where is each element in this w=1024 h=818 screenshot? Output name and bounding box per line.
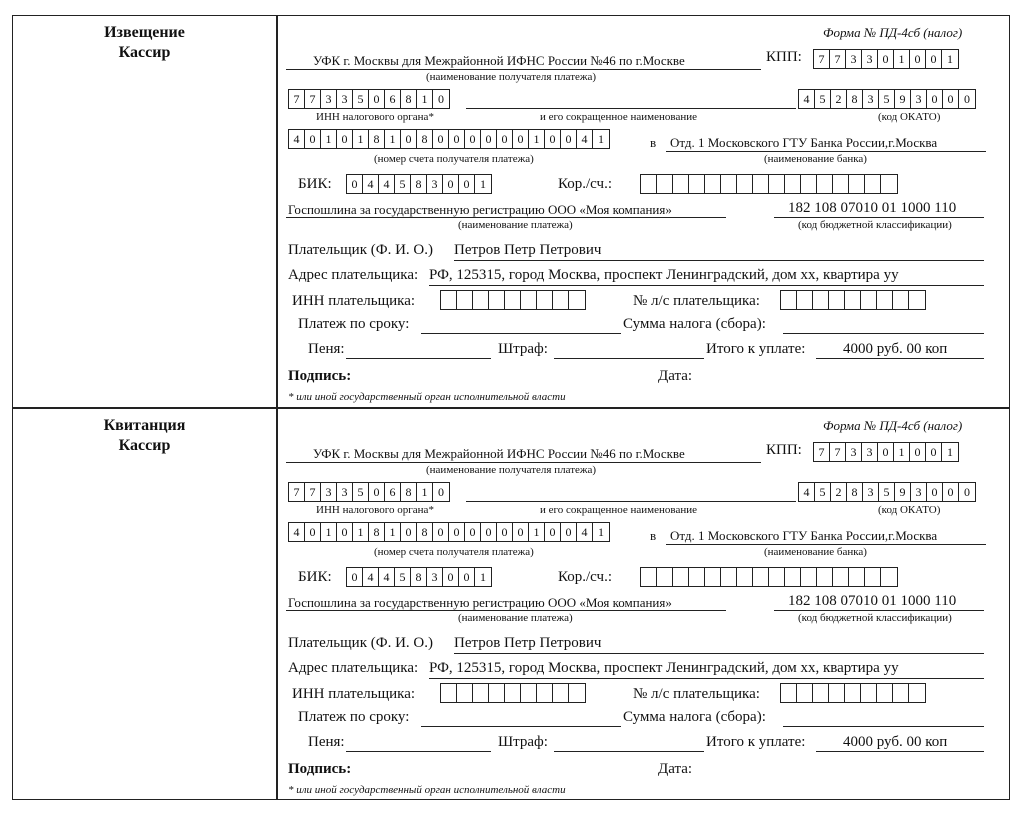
kpp-boxes: 7 7 3 3 0 1 0 0 1 (813, 442, 959, 462)
kbk-value: 182 108 07010 01 1000 110 (788, 593, 957, 609)
recipient-underline (286, 68, 761, 70)
date-label: Дата: (658, 761, 693, 777)
total-underline (816, 750, 984, 752)
notice-form-body (278, 16, 1009, 407)
recipient-underline (286, 461, 761, 463)
address-value: РФ, 125315, город Москва, проспект Ленинградский, дом хх, квартира уу (429, 267, 899, 283)
payment-name: Госпошлина за государственную регистрацию ООО «Моя компания» (288, 595, 672, 610)
section-title: Извещение (104, 24, 185, 41)
bank-underline (666, 543, 986, 545)
kor-boxes[interactable] (640, 567, 898, 587)
kbk-caption: (код бюджетной классификации) (798, 219, 952, 231)
fine-underline[interactable] (554, 357, 704, 359)
date-label: Дата: (658, 368, 693, 384)
total-value: 4000 руб. 00 коп (843, 341, 948, 357)
kbk-underline (774, 216, 984, 218)
short-name-caption: и его сокращенное наименование (540, 504, 697, 516)
kbk-value: 182 108 07010 01 1000 110 (788, 200, 957, 216)
fine-underline[interactable] (554, 750, 704, 752)
bik-boxes: 0 4 4 5 8 3 0 0 1 (346, 567, 492, 587)
tax-sum-label: Сумма налога (сбора): (623, 709, 766, 725)
okato-boxes: 4 5 2 8 3 5 9 3 0 0 0 (798, 89, 976, 109)
payer-inn-boxes[interactable] (440, 290, 586, 310)
payment-underline (286, 609, 726, 611)
recipient-name: УФК г. Москвы для Межрайонной ИФНС России №46 по г.Москве (313, 446, 685, 461)
address-value: РФ, 125315, город Москва, проспект Ленинградский, дом хх, квартира уу (429, 660, 899, 676)
penalty-underline[interactable] (346, 750, 491, 752)
bank-name: Отд. 1 Московского ГТУ Банка России,г.Москва (670, 528, 938, 543)
total-value: 4000 руб. 00 коп (843, 734, 948, 750)
penalty-label: Пеня: (308, 734, 345, 750)
total-label: Итого к уплате: (706, 734, 806, 750)
payer-underline (454, 652, 984, 654)
inn-caption: ИНН налогового органа* (316, 111, 434, 123)
bank-caption: (наименование банка) (764, 153, 867, 165)
account-no-boxes[interactable] (780, 683, 926, 703)
okato-caption: (код ОКАТО) (878, 111, 941, 123)
payer-inn-label: ИНН плательщика: (292, 686, 416, 702)
fine-label: Штраф: (498, 734, 548, 750)
bank-name: Отд. 1 Московского ГТУ Банка России,г.Москва (670, 135, 938, 150)
form-number: Форма № ПД-4сб (налог) (823, 25, 963, 40)
payer-label: Плательщик (Ф. И. О.) (288, 635, 433, 651)
total-underline (816, 357, 984, 359)
short-name-underline (466, 500, 796, 502)
due-label: Платеж по сроку: (298, 709, 410, 725)
kpp-label: КПП: (766, 442, 802, 458)
account-caption: (номер счета получателя платежа) (374, 153, 534, 165)
okato-caption: (код ОКАТО) (878, 504, 941, 516)
tax-sum-underline[interactable] (783, 725, 984, 727)
account-no-boxes[interactable] (780, 290, 926, 310)
footnote: * или иной государственный орган исполнительной власти (288, 391, 566, 403)
in-label: в (650, 528, 657, 543)
form-number: Форма № ПД-4сб (налог) (823, 418, 963, 433)
payment-form (12, 15, 1010, 800)
payment-name: Госпошлина за государственную регистрацию ООО «Моя компания» (288, 202, 672, 217)
payer-inn-label: ИНН плательщика: (292, 293, 416, 309)
inn-boxes: 7 7 3 3 5 0 6 8 1 0 (288, 89, 450, 109)
inn-boxes: 7 7 3 3 5 0 6 8 1 0 (288, 482, 450, 502)
notice-section (13, 16, 1009, 407)
address-label: Адрес плательщика: (288, 267, 419, 283)
inn-caption: ИНН налогового органа* (316, 504, 434, 516)
payer-name: Петров Петр Петрович (454, 635, 602, 651)
address-label: Адрес плательщика: (288, 660, 419, 676)
section-subtitle: Кассир (118, 437, 171, 454)
signature-label: Подпись: (288, 368, 352, 384)
kbk-caption: (код бюджетной классификации) (798, 612, 952, 624)
tax-sum-label: Сумма налога (сбора): (623, 316, 766, 332)
due-label: Платеж по сроку: (298, 316, 410, 332)
kpp-label: КПП: (766, 49, 802, 65)
payer-label: Плательщик (Ф. И. О.) (288, 242, 433, 258)
section-title: Квитанция (103, 417, 186, 434)
bik-boxes: 0 4 4 5 8 3 0 0 1 (346, 174, 492, 194)
payment-caption: (наименование платежа) (458, 612, 573, 624)
tax-sum-underline[interactable] (783, 332, 984, 334)
receipt-form-body (278, 409, 1009, 800)
bik-label: БИК: (298, 176, 332, 192)
bank-caption: (наименование банка) (764, 546, 867, 558)
penalty-label: Пеня: (308, 341, 345, 357)
bik-label: БИК: (298, 569, 332, 585)
account-no-label: № л/с плательщика: (633, 686, 760, 702)
fine-label: Штраф: (498, 341, 548, 357)
address-underline (429, 284, 984, 286)
payment-underline (286, 216, 726, 218)
payer-inn-boxes[interactable] (440, 683, 586, 703)
kor-label: Кор./сч.: (558, 569, 612, 585)
account-boxes: 4 0 1 0 1 8 1 0 8 0 0 0 0 0 0 1 0 0 4 1 (288, 129, 610, 149)
recipient-name: УФК г. Москвы для Межрайонной ИФНС России №46 по г.Москве (313, 53, 685, 68)
recipient-caption: (наименование получателя платежа) (426, 464, 597, 476)
okato-boxes: 4 5 2 8 3 5 9 3 0 0 0 (798, 482, 976, 502)
kor-boxes[interactable] (640, 174, 898, 194)
short-name-caption: и его сокращенное наименование (540, 111, 697, 123)
kpp-boxes: 7 7 3 3 0 1 0 0 1 (813, 49, 959, 69)
section-subtitle: Кассир (118, 44, 171, 61)
notice-label-column (13, 16, 278, 407)
in-label: в (650, 135, 657, 150)
receipt-section (13, 407, 1009, 800)
penalty-underline[interactable] (346, 357, 491, 359)
account-boxes: 4 0 1 0 1 8 1 0 8 0 0 0 0 0 0 1 0 0 4 1 (288, 522, 610, 542)
recipient-caption: (наименование получателя платежа) (426, 71, 597, 83)
receipt-label-column (13, 409, 278, 800)
short-name-underline (466, 107, 796, 109)
payment-caption: (наименование платежа) (458, 219, 573, 231)
kbk-underline (774, 609, 984, 611)
footnote: * или иной государственный орган исполнительной власти (288, 784, 566, 796)
bank-underline (666, 150, 986, 152)
account-caption: (номер счета получателя платежа) (374, 546, 534, 558)
kor-label: Кор./сч.: (558, 176, 612, 192)
payer-name: Петров Петр Петрович (454, 242, 602, 258)
due-underline[interactable] (421, 332, 621, 334)
payer-underline (454, 259, 984, 261)
account-no-label: № л/с плательщика: (633, 293, 760, 309)
total-label: Итого к уплате: (706, 341, 806, 357)
signature-label: Подпись: (288, 761, 352, 777)
address-underline (429, 677, 984, 679)
due-underline[interactable] (421, 725, 621, 727)
